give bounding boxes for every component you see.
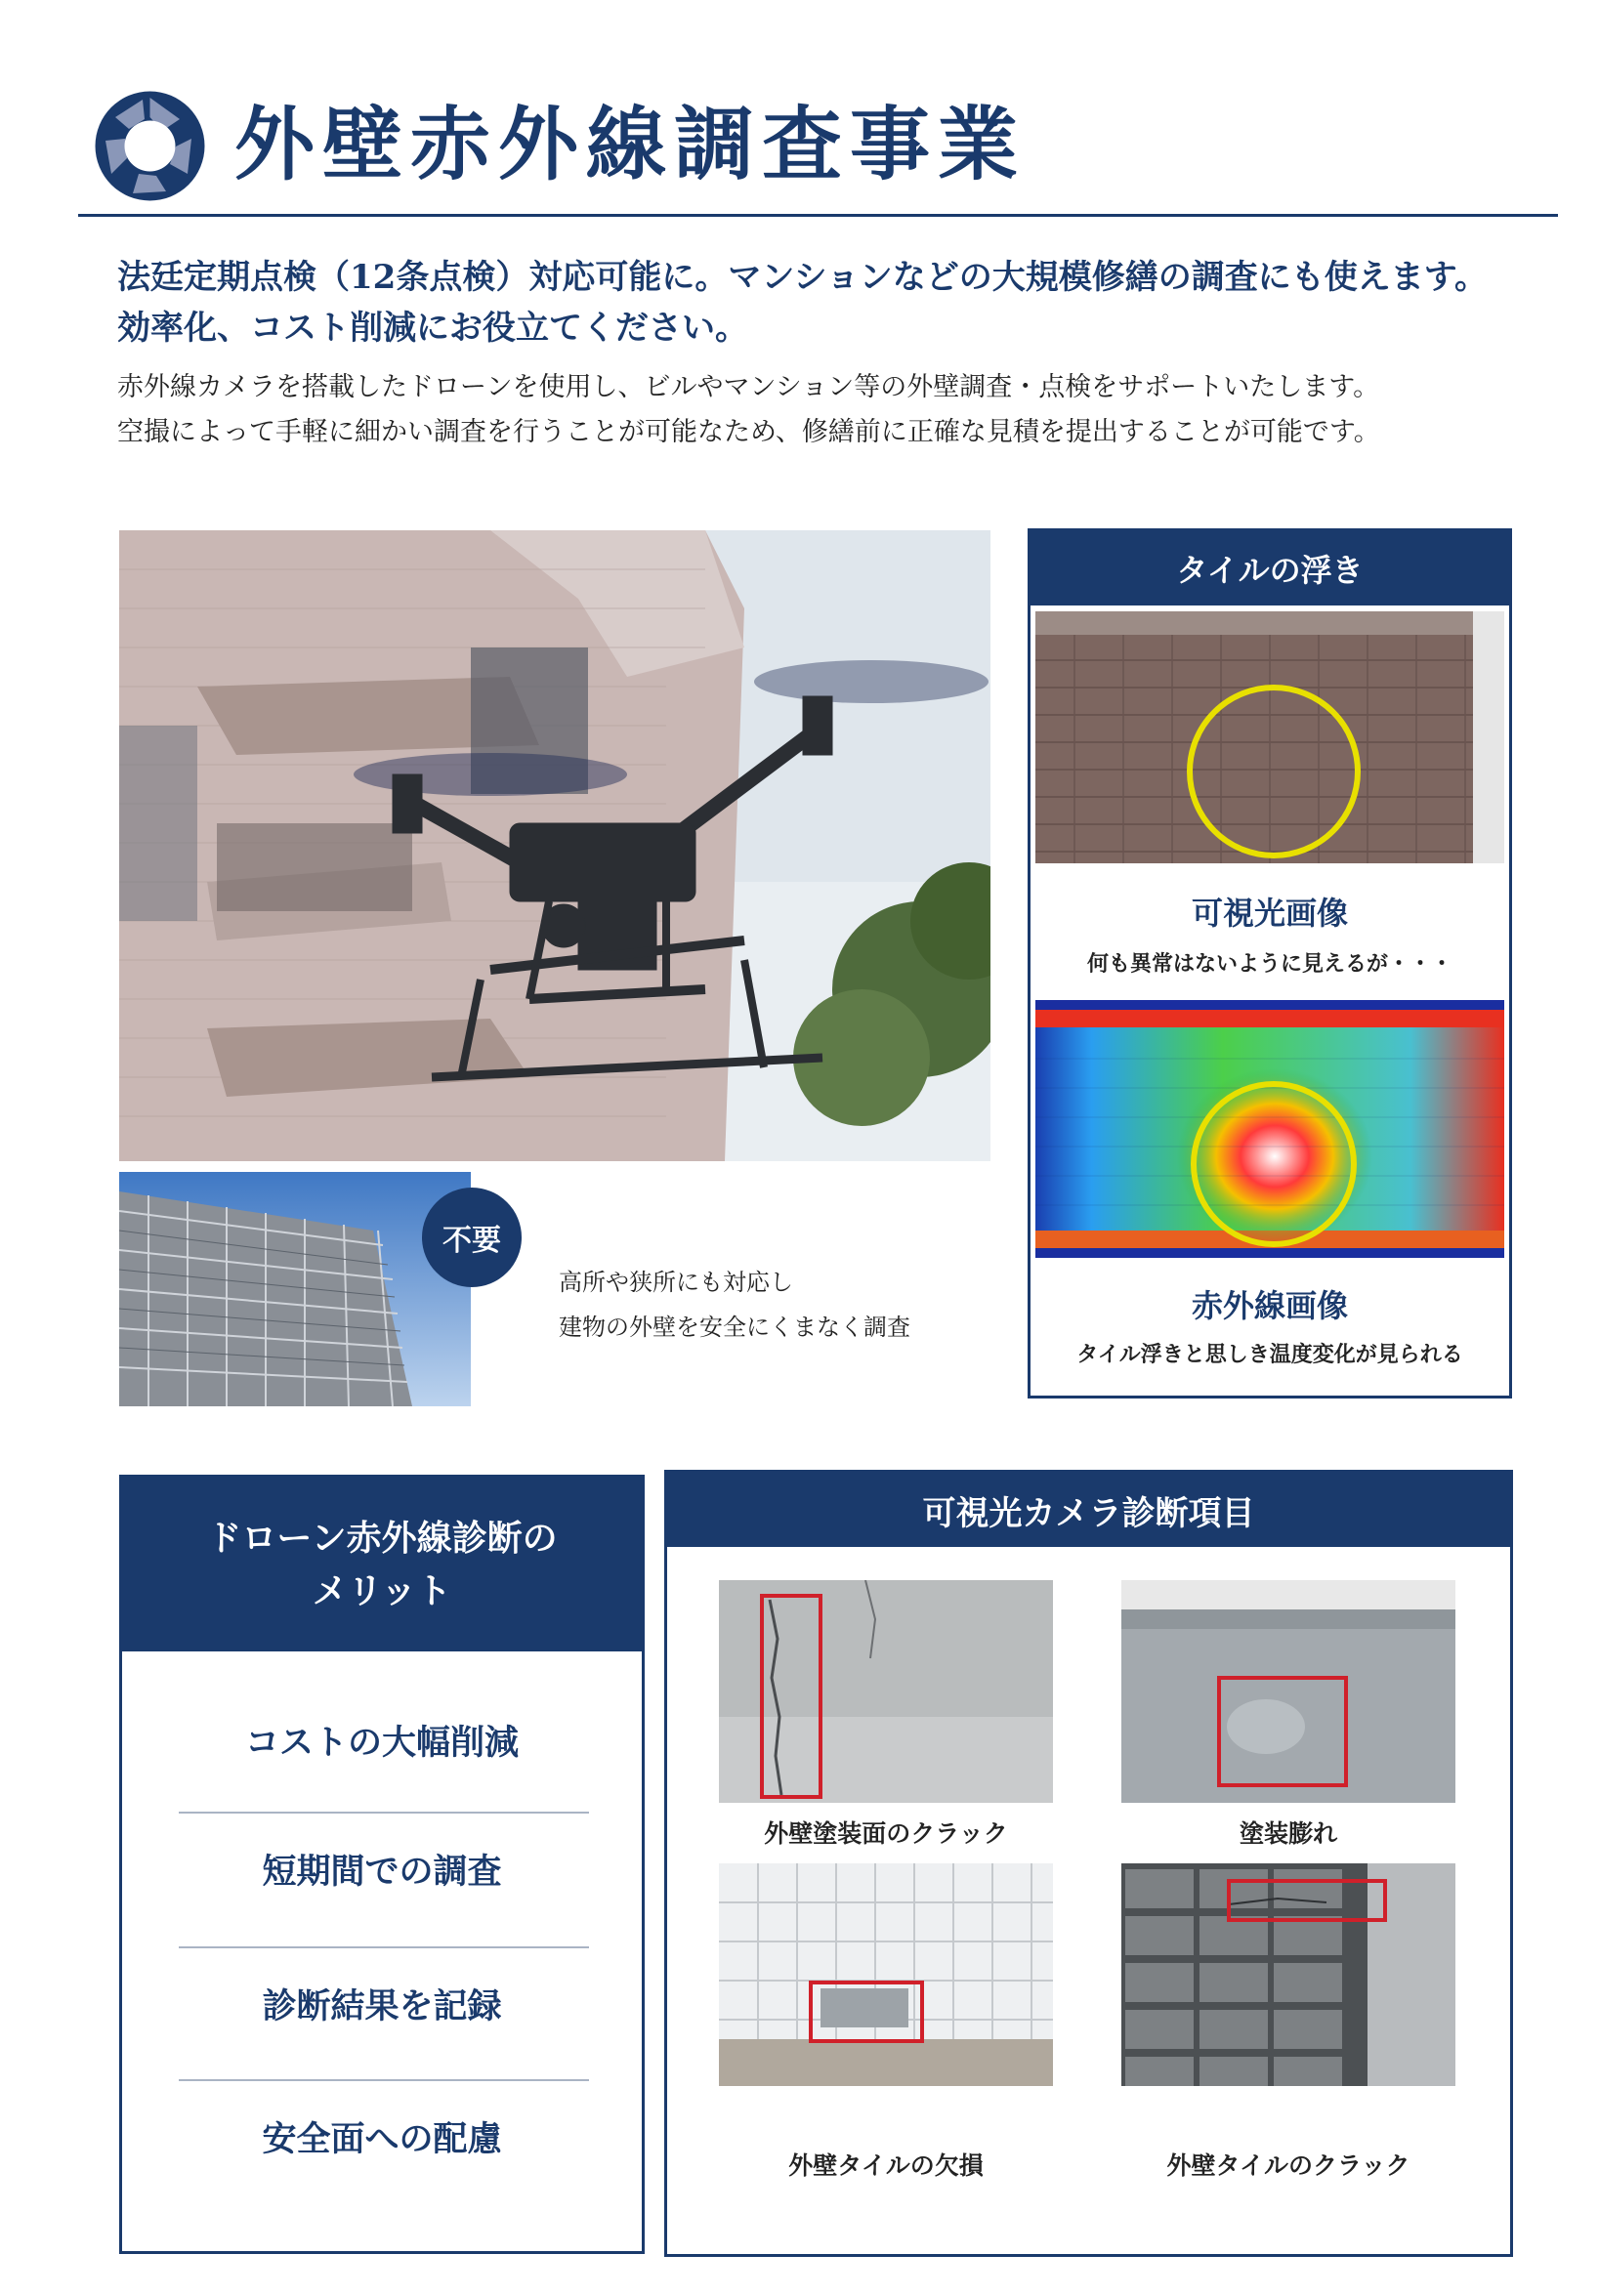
lead-line: 効率化、コスト削減にお役立てください。 [117,309,748,348]
painted-wall-crack-image [719,1580,1053,1803]
intro-line: 空撮によって手軽に細かい調査を行うことが可能なため、修繕前に正確な見積を提出することが可能です。 [117,417,1380,447]
visible-light-title: 可視光画像 [1191,895,1348,932]
page-title: 外壁赤外線調査事業 [234,98,1027,191]
tile-float-panel [1028,528,1512,1398]
infrared-title: 赤外線画像 [1191,1287,1348,1324]
lead-line: 法廷定期点検（12条点検）対応可能に。マンションなどの大規模修繕の調査にも使えます。 [117,258,1489,297]
diagnosis-caption: 外壁タイルのクラック [1166,2151,1410,2180]
note-line: 高所や狭所にも対応し [559,1269,793,1296]
merit-item: コストの大幅削減 [244,1723,519,1763]
header-divider [78,214,1558,217]
merit-divider [179,2079,589,2081]
diagnosis-panel [664,1470,1513,2257]
unnecessary-badge: 不要 [422,1188,522,1287]
merits-heading-line: ドローン赤外線診断の [206,1518,558,1559]
company-logo-icon [94,90,206,202]
paint-blister-image [1121,1580,1455,1803]
merit-item: 安全面への配慮 [262,2119,502,2159]
visible-light-caption: 何も異常はないように見えるが・・・ [1086,952,1452,977]
diagnosis-caption: 外壁塗装面のクラック [764,1819,1008,1848]
infrared-caption: タイル浮きと思しき温度変化が見られる [1076,1343,1463,1367]
drone-photo [119,530,990,1161]
merits-heading [122,1478,642,1651]
scaffold-note [559,1260,910,1350]
note-line: 建物の外壁を安全にくまなく調査 [559,1314,910,1341]
intro-text [117,365,1380,455]
tile-chip-image [719,1863,1053,2086]
diagnosis-caption: 塗装膨れ [1239,1819,1337,1848]
merit-divider [179,1812,589,1814]
tile-float-heading: タイルの浮き [1031,531,1509,605]
intro-line: 赤外線カメラを搭載したドローンを使用し、ビルやマンション等の外壁調査・点検をサポートいたします。 [117,372,1380,402]
merits-panel [119,1475,645,2254]
infrared-image [1035,1000,1504,1258]
merits-heading-line: メリット [312,1570,452,1611]
merit-item: 短期間での調査 [262,1852,502,1892]
tile-crack-image [1121,1863,1455,2086]
diagnosis-caption: 外壁タイルの欠損 [788,2151,984,2180]
merit-divider [179,1946,589,1948]
visible-light-image [1035,611,1504,863]
lead-text [117,252,1488,354]
diagnosis-heading: 可視光カメラ診断項目 [667,1473,1510,1547]
merit-item: 診断結果を記録 [262,1986,502,2026]
scaffolding-photo [119,1172,471,1406]
